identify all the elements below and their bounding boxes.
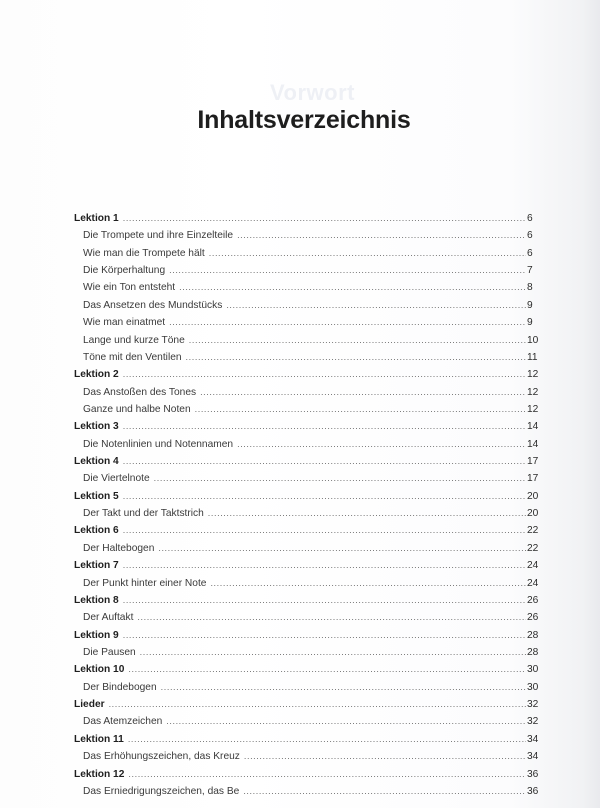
dot-leader — [123, 455, 526, 467]
entry-page-number: 36 — [527, 785, 539, 797]
entry-page-number: 34 — [527, 751, 539, 763]
dot-leader — [123, 559, 526, 571]
table-of-contents — [74, 210, 539, 800]
toc-chapter-entry — [74, 696, 539, 713]
dot-leader — [179, 281, 526, 293]
dot-leader — [237, 438, 526, 450]
toc-section-entry — [74, 384, 539, 401]
dot-leader — [123, 368, 526, 380]
dot-leader — [169, 264, 526, 276]
toc-section-entry — [74, 575, 539, 592]
entry-page-number: 24 — [527, 560, 539, 572]
toc-chapter-entry — [74, 766, 539, 783]
entry-label: Lektion 8 — [74, 594, 119, 606]
dot-leader — [195, 403, 526, 415]
toc-chapter-entry — [74, 210, 539, 227]
entry-page-number: 28 — [527, 629, 539, 641]
toc-section-entry — [74, 783, 539, 800]
entry-page-number: 20 — [527, 508, 539, 520]
entry-page-number: 11 — [527, 351, 538, 363]
dot-leader — [243, 785, 526, 797]
entry-label: Lektion 1 — [74, 213, 119, 224]
entry-label: Das Erhöhungszeichen, das Kreuz — [83, 751, 240, 763]
entry-page-number: 14 — [527, 438, 539, 450]
entry-page-number: 28 — [527, 646, 539, 658]
dot-leader — [244, 750, 526, 762]
entry-label: Lektion 12 — [74, 768, 125, 780]
dot-leader — [189, 334, 526, 346]
entry-label: Töne mit den Ventilen — [83, 351, 182, 363]
entry-label: Wie man einatmet — [83, 317, 166, 329]
toc-section-entry — [74, 245, 539, 262]
dot-leader — [158, 542, 526, 554]
toc-section-entry — [74, 227, 539, 244]
dot-leader — [237, 229, 526, 241]
dot-leader — [208, 507, 526, 519]
entry-label: Der Bindebogen — [83, 681, 157, 693]
dot-leader — [166, 715, 526, 727]
entry-page-number: 6 — [527, 213, 533, 224]
entry-page-number: 12 — [527, 386, 539, 398]
dot-leader — [200, 386, 526, 398]
toc-section-entry — [74, 297, 539, 314]
dot-leader — [123, 490, 526, 502]
entry-label: Lektion 9 — [74, 629, 119, 641]
entry-page-number: 26 — [527, 594, 539, 606]
entry-label: Das Anstoßen des Tones — [83, 386, 197, 398]
toc-chapter-entry — [74, 366, 539, 383]
toc-section-entry — [74, 505, 539, 522]
dot-leader — [123, 420, 526, 432]
entry-label: Die Viertelnote — [83, 473, 150, 485]
entry-page-number: 34 — [527, 733, 539, 745]
toc-chapter-entry — [74, 488, 539, 505]
entry-page-number: 32 — [527, 716, 539, 728]
entry-label: Lektion 10 — [74, 664, 125, 676]
entry-label: Ganze und halbe Noten — [83, 403, 191, 415]
entry-label: Lieder — [74, 699, 105, 711]
entry-page-number: 30 — [527, 664, 539, 676]
entry-page-number: 32 — [527, 699, 539, 711]
dot-leader — [161, 681, 526, 693]
toc-section-entry — [74, 713, 539, 730]
dot-leader — [123, 212, 526, 224]
entry-label: Lektion 3 — [74, 421, 119, 433]
entry-label: Lektion 11 — [74, 733, 124, 745]
entry-label: Lektion 4 — [74, 456, 119, 468]
toc-chapter-entry — [74, 522, 539, 539]
entry-label: Das Erniedrigungszeichen, das Be — [83, 785, 240, 797]
entry-page-number: 22 — [527, 525, 539, 537]
toc-chapter-entry — [74, 557, 539, 574]
entry-page-number: 6 — [527, 230, 533, 242]
entry-label: Lange und kurze Töne — [83, 334, 185, 346]
dot-leader — [123, 524, 526, 536]
toc-chapter-entry — [74, 453, 539, 470]
toc-section-entry — [74, 470, 539, 487]
entry-label: Das Ansetzen des Mundstücks — [83, 299, 223, 311]
dot-leader — [123, 629, 526, 641]
entry-label: Die Notenlinien und Notennamen — [83, 438, 234, 450]
entry-label: Lektion 5 — [74, 490, 119, 502]
dot-leader — [154, 472, 526, 484]
entry-label: Der Auftakt — [83, 612, 134, 624]
entry-label: Der Takt und der Taktstrich — [83, 508, 204, 520]
toc-section-entry — [74, 314, 539, 331]
entry-page-number: 8 — [527, 282, 533, 294]
entry-page-number: 17 — [527, 473, 539, 485]
entry-page-number: 12 — [527, 403, 539, 415]
toc-chapter-entry — [74, 627, 539, 644]
entry-page-number: 10 — [527, 334, 539, 346]
dot-leader — [128, 663, 526, 675]
entry-label: Die Trompete und ihre Einzelteile — [83, 230, 234, 242]
toc-section-entry — [74, 748, 539, 765]
entry-page-number: 24 — [527, 577, 539, 589]
entry-label: Das Atemzeichen — [83, 716, 163, 728]
entry-page-number: 26 — [527, 612, 539, 624]
entry-label: Lektion 2 — [74, 369, 119, 381]
entry-page-number: 9 — [527, 317, 533, 329]
entry-page-number: 20 — [527, 490, 539, 502]
dot-leader — [128, 768, 526, 780]
dot-leader — [226, 299, 526, 311]
dot-leader — [169, 316, 526, 328]
toc-section-entry — [74, 332, 539, 349]
toc-chapter-entry — [74, 661, 539, 678]
entry-page-number: 9 — [527, 299, 533, 311]
toc-chapter-entry — [74, 592, 539, 609]
toc-section-entry — [74, 279, 539, 296]
toc-chapter-entry — [74, 418, 539, 435]
entry-label: Lektion 6 — [74, 525, 119, 537]
entry-page-number: 36 — [527, 768, 539, 780]
dot-leader — [128, 733, 526, 745]
entry-page-number: 30 — [527, 681, 539, 693]
entry-page-number: 12 — [527, 369, 539, 381]
dot-leader — [140, 646, 526, 658]
toc-section-entry — [74, 401, 539, 418]
bleed-through-heading: Vorwort — [270, 80, 355, 105]
entry-label: Wie ein Ton entsteht — [83, 282, 176, 294]
toc-section-entry — [74, 540, 539, 557]
entry-page-number: 7 — [527, 265, 533, 277]
dot-leader — [109, 698, 526, 710]
entry-label: Wie man die Trompete hält — [83, 247, 205, 259]
entry-page-number: 6 — [527, 247, 533, 259]
dot-leader — [210, 577, 526, 589]
page-title: Inhaltsverzeichnis — [197, 106, 411, 134]
entry-label: Die Pausen — [83, 646, 136, 658]
entry-page-number: 22 — [527, 542, 539, 554]
dot-leader — [209, 247, 526, 259]
toc-section-entry — [74, 436, 539, 453]
entry-label: Der Haltebogen — [83, 542, 155, 554]
entry-label: Der Punkt hinter einer Note — [83, 577, 207, 589]
dot-leader — [186, 351, 526, 363]
entry-page-number: 14 — [527, 421, 539, 433]
toc-section-entry — [74, 349, 539, 366]
toc-section-entry — [74, 679, 539, 696]
entry-label: Lektion 7 — [74, 560, 119, 572]
dot-leader — [137, 611, 526, 623]
dot-leader — [123, 594, 526, 606]
toc-section-entry — [74, 644, 539, 661]
toc-section-entry — [74, 262, 539, 279]
entry-label: Die Körperhaltung — [83, 265, 166, 277]
toc-chapter-entry — [74, 731, 539, 748]
toc-section-entry — [74, 609, 539, 626]
entry-page-number: 17 — [527, 456, 539, 468]
